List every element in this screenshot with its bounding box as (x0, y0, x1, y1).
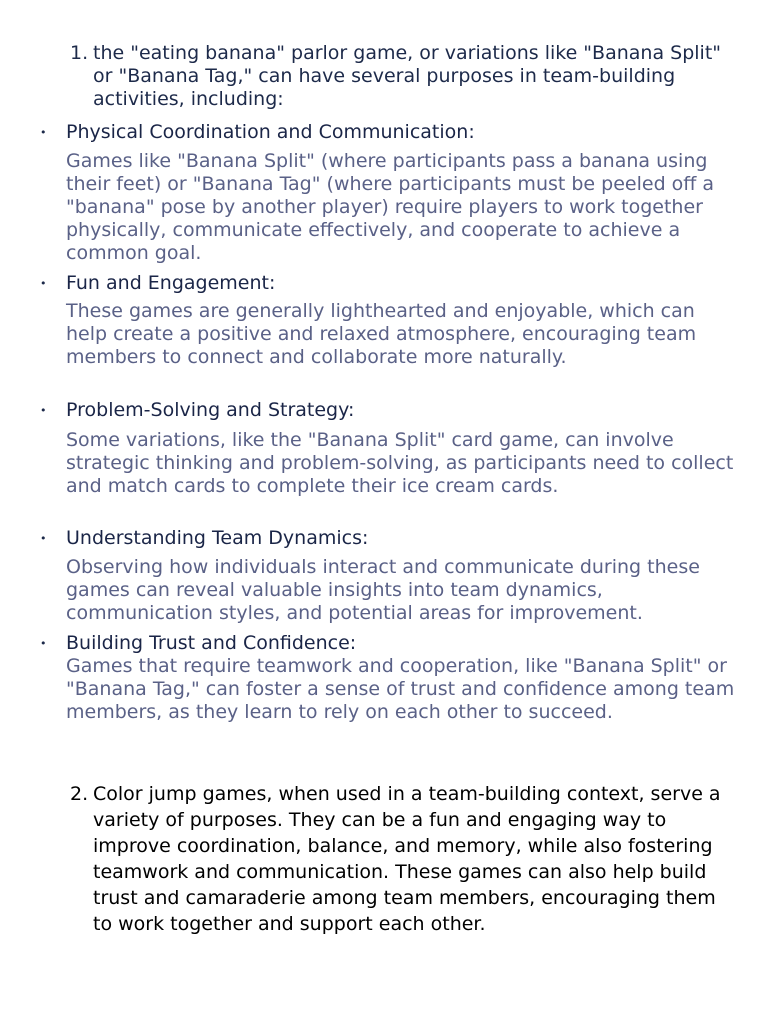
bullet-heading-fun-engagement: Fun and Engagement: (66, 272, 276, 294)
bullet-dot-icon: • (40, 404, 47, 417)
bullet-heading-problem-solving: Problem-Solving and Strategy: (66, 399, 355, 421)
bullet-heading-physical-coordination: Physical Coordination and Communication: (66, 121, 475, 143)
bullet-body-fun-engagement: These games are generally lighthearted and enjoyable, which can help create a positive and relaxed atmosphere, encouraging team members to connect and collaborate more naturally. (66, 300, 697, 368)
bullet-dot-icon: • (40, 277, 47, 290)
list-item-1-intro: the "eating banana" parlor game, or variations like "Banana Split" or "Banana Tag," can have several purposes in team-building activities, including: (93, 42, 722, 110)
bullet-dot-icon: • (40, 637, 47, 650)
bullet-body-trust-confidence: Games that require teamwork and cooperation, like "Banana Split" or "Banana Tag," can foster a sense of trust and confidence among team members, as they learn to rely on each other to succeed. (66, 655, 735, 723)
bullet-dot-icon: • (40, 532, 47, 545)
bullet-dot-icon: • (40, 126, 47, 139)
list-number-1: 1. (70, 42, 89, 64)
list-number-2: 2. (70, 783, 89, 805)
bullet-heading-team-dynamics: Understanding Team Dynamics: (66, 527, 369, 549)
bullet-body-problem-solving: Some variations, like the "Banana Split" card game, can involve strategic thinking and problem-solving, as participants need to collect and match cards to complete their ice cream cards. (66, 429, 734, 497)
bullet-body-physical-coordination: Games like "Banana Split" (where participants pass a banana using their feet) or "Banana Tag" (where participants must be peeled off a "banana" pose by another player) require players to work together physically, communicate effectively, and cooperate to achieve a common goal. (66, 150, 715, 264)
bullet-heading-trust-confidence: Building Trust and Confidence: (66, 632, 357, 654)
bullet-body-team-dynamics: Observing how individuals interact and communicate during these games can reveal valuable insights into team dynamics, communication styles, and potential areas for improvement. (66, 556, 700, 624)
list-item-2-paragraph: Color jump games, when used in a team-building context, serve a variety of purposes. They can be a fun and engaging way to improve coordination, balance, and memory, while also fostering teamwork and communication. These games can also help build trust and camaraderie among team members, encouraging them to work together and support each other. (93, 783, 721, 935)
